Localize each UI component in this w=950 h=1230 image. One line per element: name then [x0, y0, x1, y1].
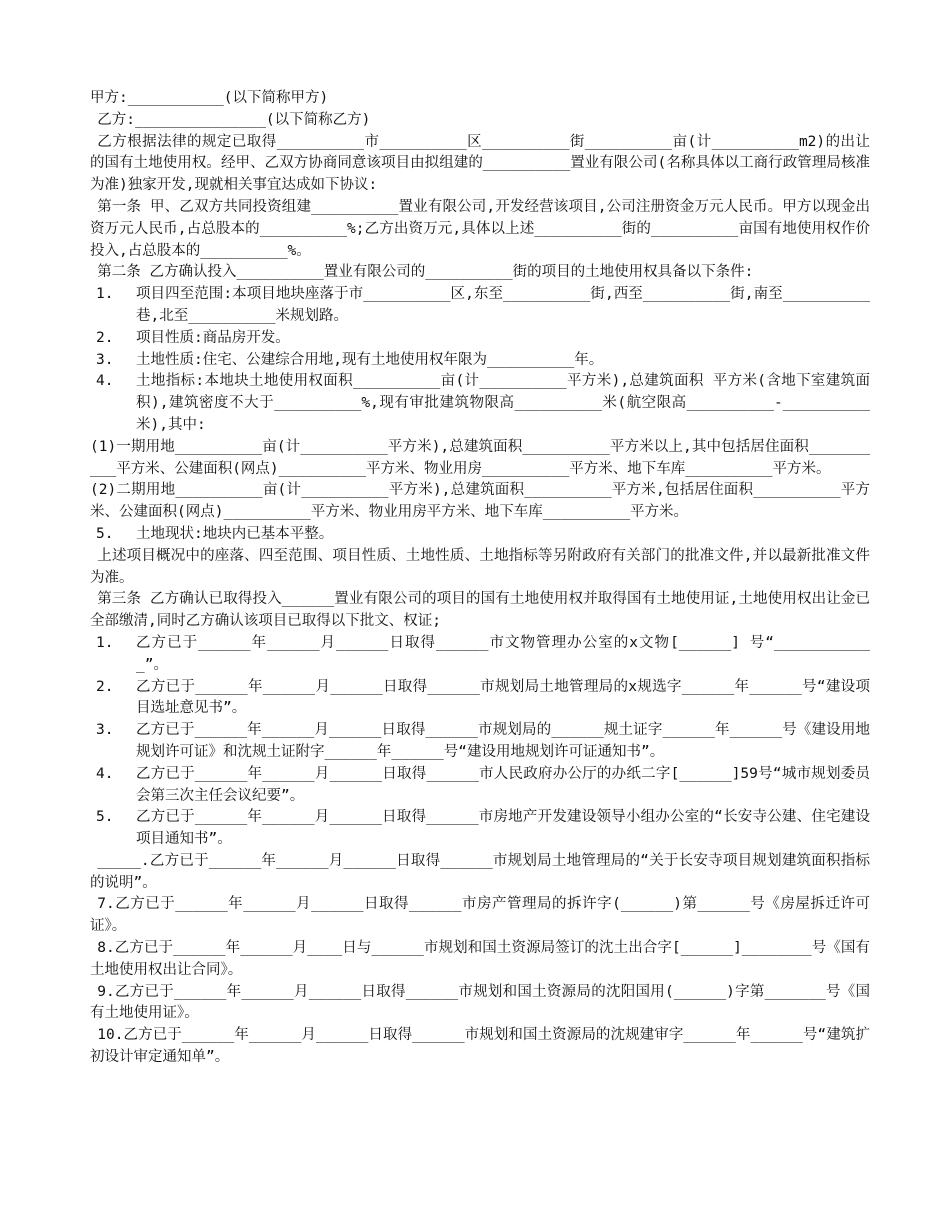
item-text: 乙方已于______年______月______日取得______市人民政府办公厅的办纸二字[______]59号“城市规划委员会第三次主任会议纪要”。 — [136, 765, 870, 804]
item-text: 乙方已于______年______月______日取得______市文物管理办公室的x文物[______] 号“____________”。 — [136, 634, 870, 673]
phase-1-paragraph: (1)一期用地__________亩(计__________平方米),总建筑面积__________平方米以上,其中包括居住面积__________平方米、公建面积(网点)__________平方米、物业用房__________平方米、地下车库__________平方米。 — [90, 438, 870, 477]
article-3-item-7: 7.乙方已于______年______月______日取得______市房产管理局的拆许字(______)第______号《房屋拆迁许可证》。 — [90, 896, 870, 935]
intro-paragraph: 乙方根据法律的规定已取得__________市__________区__________街__________亩(计__________m2)的出让的国有土地使用权。经甲、乙双方协商同意该项目由拟组建的__________置业有限公司(名称具体以工商行政管理局核准为准)独家开发,现就相关事宜达成如下协议: — [90, 133, 870, 194]
article-3-item — [90, 807, 870, 851]
item-number: 1. — [96, 286, 114, 303]
item-text: 乙方已于______年______月______日取得______市规划局土地管理局的x规选字______年______号“建设项目选址意见书”。 — [136, 678, 870, 717]
contract-body — [90, 88, 870, 1069]
article-3-item — [90, 677, 870, 721]
article-2-item — [90, 350, 870, 372]
item-number: 3. — [96, 722, 114, 739]
article-3-heading: 第三条 乙方确认已取得投入______置业有限公司的项目的国有土地使用权并取得国有土地使用证,土地使用权出让金已全部缴清,同时乙方确认该项目已取得以下批文、权证; — [90, 591, 870, 630]
item-number: 2. — [96, 329, 114, 346]
article-2-heading: 第二条 乙方确认投入__________置业有限公司的__________街的项目的土地使用权具备以下条件: — [97, 264, 754, 281]
article-2-item — [90, 328, 870, 350]
party-a-line: 甲方:___________(以下简称甲方) — [90, 90, 329, 106]
item-number: 2. — [96, 678, 114, 695]
article-1: 第一条 甲、乙双方共同投资组建__________置业有限公司,开发经营该项目,公司注册资金万元人民币。甲方以现金出资万元人民币,占总股本的__________%;乙方出资万元,具体以上述__________街的__________亩国有地使用权作价投入,占总股本的__________%。 — [90, 198, 870, 259]
item-number: 1. — [96, 634, 114, 651]
item-text: 乙方已于______年______月______日取得______市房地产开发建设领导小组办公室的“长安寺公建、住宅建设项目通知书”。 — [136, 809, 870, 848]
article-2-item — [90, 284, 870, 328]
item-text: 土地指标:本地块土地使用权面积__________亩(计__________平方米),总建筑面积 平方米(含地下室建筑面积),建筑密度不大于__________%,现有审批建筑物限高__________米(航空限高__________-__________米),其中: — [136, 373, 870, 433]
item-text: 土地现状:地块内已基本平整。 — [136, 525, 334, 542]
item-text: 项目四至范围:本项目地块座落于市__________区,东至__________街,西至__________街,南至__________巷,北至__________米规划路。 — [136, 286, 870, 324]
item-number: 4. — [96, 373, 114, 390]
item-text: 土地性质:住宅、公建综合用地,现有土地使用权年限为__________年。 — [136, 351, 604, 368]
article-3-item — [90, 764, 870, 808]
article-3-item — [90, 633, 870, 677]
article-2-note: 上述项目概况中的座落、四至范围、项目性质、土地性质、土地指标等另附政府有关部门的批准文件,并以最新批准文件为准。 — [90, 547, 870, 586]
item-number: 5. — [96, 809, 114, 826]
article-3-item — [90, 720, 870, 764]
article-3-item-10: 10.乙方已于______年______月______日取得______市规划和国土资源局的沈规建审字______年______号“建筑扩初设计审定通知单”。 — [90, 1027, 870, 1066]
phase-2-paragraph: (2)二期用地__________亩(计__________平方米),总建筑面积__________平方米,包括居住面积__________平方米、公建面积(网点)__________平方米、物业用房平方米、地下车库__________平方米。 — [90, 482, 870, 521]
item-number: 4. — [96, 765, 114, 782]
item-number: 3. — [96, 351, 114, 368]
article-3-item-6: _____.乙方已于______年______月______日取得______市规划局土地管理局的“关于长安寺项目规划建筑面积指标的说明”。 — [90, 852, 870, 891]
item-number: 5. — [96, 525, 114, 542]
article-3-item-8: 8.乙方已于______年______月____日与______市规划和国土资源局签订的沈土出合字[______]________号《国有土地使用权出让合同》。 — [90, 940, 870, 978]
item-text: 乙方已于______年______月______日取得______市规划局的______规土证字______年______号《建设用地规划许可证》和沈规土证附字______年______号“建设用地规划许可证通知书”。 — [136, 722, 870, 760]
article-3-item-9: 9.乙方已于______年______月______日取得______市规划和国土资源局的沈阳国用(______)字第_______号《国有土地使用证》。 — [90, 983, 870, 1022]
article-2-item — [90, 524, 870, 546]
article-2-item — [90, 371, 870, 436]
party-b-line: 乙方:_______________(以下简称乙方) — [97, 111, 371, 128]
item-text: 项目性质:商品房开发。 — [136, 329, 290, 346]
